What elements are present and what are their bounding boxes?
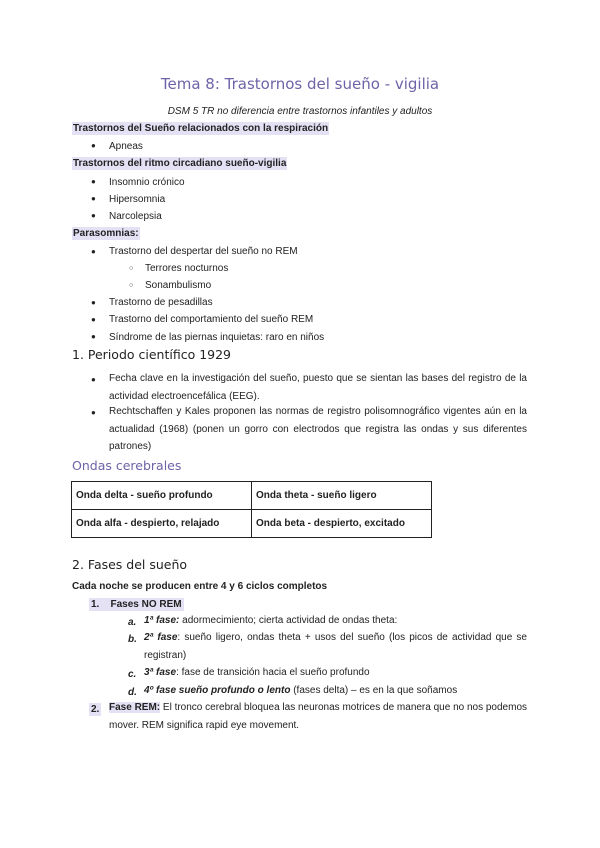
list-item: Hipersomnia — [109, 194, 166, 205]
bullet-icon: ● — [91, 141, 96, 150]
fase-rem-text: El tronco cerebral bloquea las neuronas motrices de manera que no nos podemos mover. REM significa rapid eye movement. — [109, 702, 528, 731]
fase-item — [144, 629, 527, 664]
fase-lead: 1ª fase: — [144, 615, 180, 626]
bullet-icon: ● — [91, 332, 96, 341]
bullet-icon: ● — [91, 408, 96, 417]
fases-intro: Cada noche se producen entre 4 y 6 ciclos completos — [72, 581, 328, 592]
letter-label: b. — [128, 634, 137, 645]
fase-text: : fase de transición hacia el sueño profundo — [176, 667, 370, 678]
circle-bullet-icon: ○ — [129, 282, 134, 289]
heading-parasomnias: Parasomnias: — [73, 228, 139, 239]
fase-rem-item — [109, 699, 527, 734]
list-item: Trastorno del comportamiento del sueño REM — [109, 314, 314, 325]
fase-lead: 4º fase sueño profundo o lento — [144, 685, 291, 696]
table-cell: Onda beta - despierto, excitado — [252, 510, 432, 538]
waves-table — [71, 481, 432, 538]
fase-item — [144, 612, 527, 630]
bullet-icon: ● — [91, 194, 96, 203]
list-item: Trastorno del despertar del sueño no REM — [109, 246, 298, 257]
page-title: Tema 8: Trastornos del sueño - vigilia — [160, 75, 440, 93]
table-cell: Onda delta - sueño profundo — [72, 482, 252, 510]
heading-ondas: Ondas cerebrales — [72, 458, 182, 473]
table-row — [72, 482, 432, 510]
number-label: 1. — [91, 599, 100, 610]
number-label: 2. — [91, 704, 100, 715]
paragraph-periodo-2: Rechtschaffen y Kales proponen las normas de registro polisomnográfico vigentes aún en la actualidad (1968) (ponen un gorro con electrodos que registra las ondas y sus diferentes patrones) — [109, 406, 527, 452]
letter-label: d. — [128, 687, 137, 698]
bullet-icon: ● — [91, 211, 96, 220]
fase-item — [144, 682, 527, 700]
list-subitem: Sonambulismo — [145, 280, 212, 291]
list-item: Narcolepsia — [109, 211, 162, 222]
list-number — [89, 598, 184, 611]
circle-bullet-icon: ○ — [129, 265, 134, 272]
heading-circadiano: Trastornos del ritmo circadiano sueño-vigilia — [73, 158, 287, 169]
list-item: Insomnio crónico — [109, 177, 185, 188]
bullet-icon: ● — [91, 375, 96, 384]
fase-text: adormecimiento; cierta actividad de ondas theta: — [179, 615, 398, 626]
letter-label: c. — [128, 669, 137, 680]
fase-lead: 3ª fase — [144, 667, 177, 678]
list-item: Síndrome de las piernas inquietas: raro en niños — [109, 332, 325, 343]
bullet-icon: ● — [91, 247, 96, 256]
paragraph-periodo-1: Fecha clave en la investigación del sueño, puesto que se sientan las bases del registro de la actividad electroencefálica (EEG). — [109, 373, 527, 402]
list-item: Apneas — [109, 141, 143, 152]
fase-text: : sueño ligero, ondas theta + usos del sueño (los picos de actividad que se registran) — [144, 632, 527, 661]
fase-text: (fases delta) – es en la que soñamos — [290, 685, 458, 696]
bullet-icon: ● — [91, 298, 96, 307]
list-item: Trastorno de pesadillas — [109, 297, 213, 308]
heading-fases: 2. Fases del sueño — [72, 557, 188, 572]
fases-no-rem-label: Fases NO REM — [110, 599, 182, 610]
list-subitem: Terrores nocturnos — [145, 263, 229, 274]
table-cell: Onda alfa - despierto, relajado — [72, 510, 252, 538]
heading-periodo: 1. Periodo científico 1929 — [72, 347, 232, 362]
bullet-icon: ● — [91, 177, 96, 186]
table-cell: Onda theta - sueño ligero — [252, 482, 432, 510]
heading-respiracion: Trastornos del Sueño relacionados con la respiración — [73, 123, 329, 134]
table-row — [72, 510, 432, 538]
fase-item — [144, 664, 527, 682]
bullet-icon: ● — [91, 315, 96, 324]
fase-lead: 2ª fase — [144, 632, 178, 643]
fase-rem-lead: Fase REM: — [109, 702, 161, 713]
page-subtitle: DSM 5 TR no diferencia entre trastornos infantiles y adultos — [167, 106, 433, 117]
letter-label: a. — [128, 617, 137, 628]
